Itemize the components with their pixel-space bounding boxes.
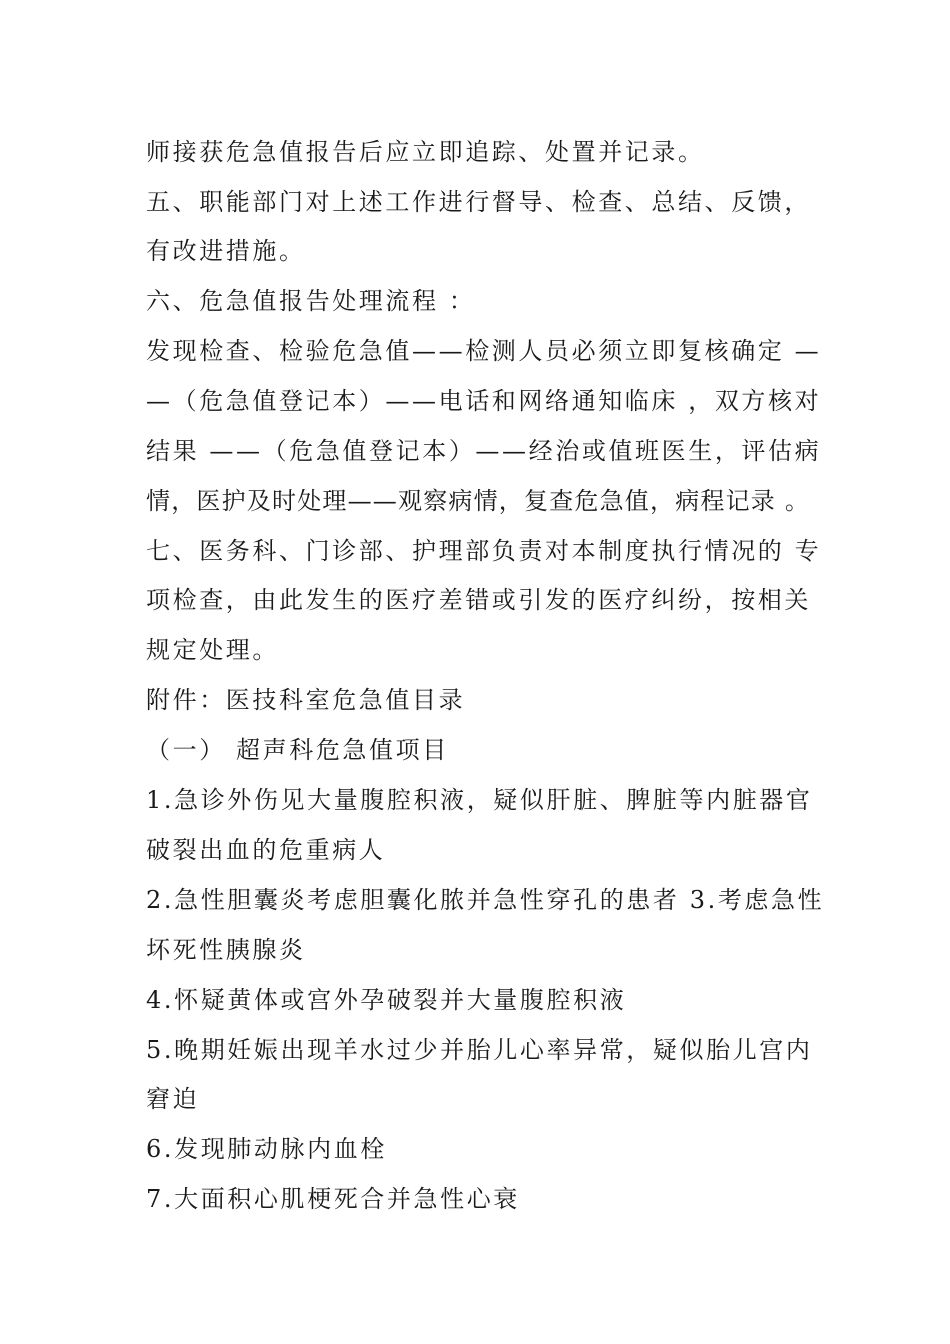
list-item-1: 1.急诊外伤见大量腹腔积液，疑似肝脏、脾脏等内脏器官: [146, 786, 813, 814]
section-heading-7: 七、医务科、门诊部、护理部负责对本制度执行情况的 专: [146, 537, 822, 565]
text-line-11: 规定处理。: [146, 636, 279, 664]
text-line-1: 师接获危急值报告后应立即追踪、处置并记录。: [146, 138, 705, 166]
list-item-7: 7.大面积心肌梗死合并急性心衰: [146, 1185, 520, 1213]
list-item-1-cont: 破裂出血的危重病人: [146, 836, 386, 864]
attachment-title: 附件：医技科室危急值目录: [146, 686, 466, 714]
subsection-heading-ultrasound: （一） 超声科危急值项目: [146, 736, 449, 764]
text-line-5: 发现检查、检验危急值——检测人员必须立即复核确定 —: [146, 337, 822, 365]
text-line-8: 情，医护及时处理——观察病情，复查危急值，病程记录 。: [146, 487, 811, 515]
text-line-10: 项检查，由此发生的医疗差错或引发的医疗纠纷，按相关: [146, 586, 811, 614]
text-line-6: —（危急值登记本）——电话和网络通知临床 ，双方核对: [146, 387, 822, 415]
text-line-2: 五、职能部门对上述工作进行督导、检查、总结、反馈，: [146, 188, 811, 216]
list-item-4: 4.怀疑黄体或宫外孕破裂并大量腹腔积液: [146, 986, 627, 1014]
list-item-5: 5.晚期妊娠出现羊水过少并胎儿心率异常，疑似胎儿宫内: [146, 1036, 813, 1064]
text-line-3: 有改进措施。: [146, 237, 306, 265]
list-item-2-3: 2.急性胆囊炎考虑胆囊化脓并急性穿孔的患者 3.考虑急性: [146, 886, 825, 914]
text-line-7: 结果 ——（危急值登记本）——经治或值班医生，评估病: [146, 437, 822, 465]
list-item-5-cont: 窘迫: [146, 1085, 200, 1113]
section-heading-6: 六、危急值报告处理流程 ：: [146, 287, 476, 315]
list-item-6: 6.发现肺动脉内血栓: [146, 1135, 387, 1163]
list-item-3-cont: 坏死性胰腺炎: [146, 936, 306, 964]
